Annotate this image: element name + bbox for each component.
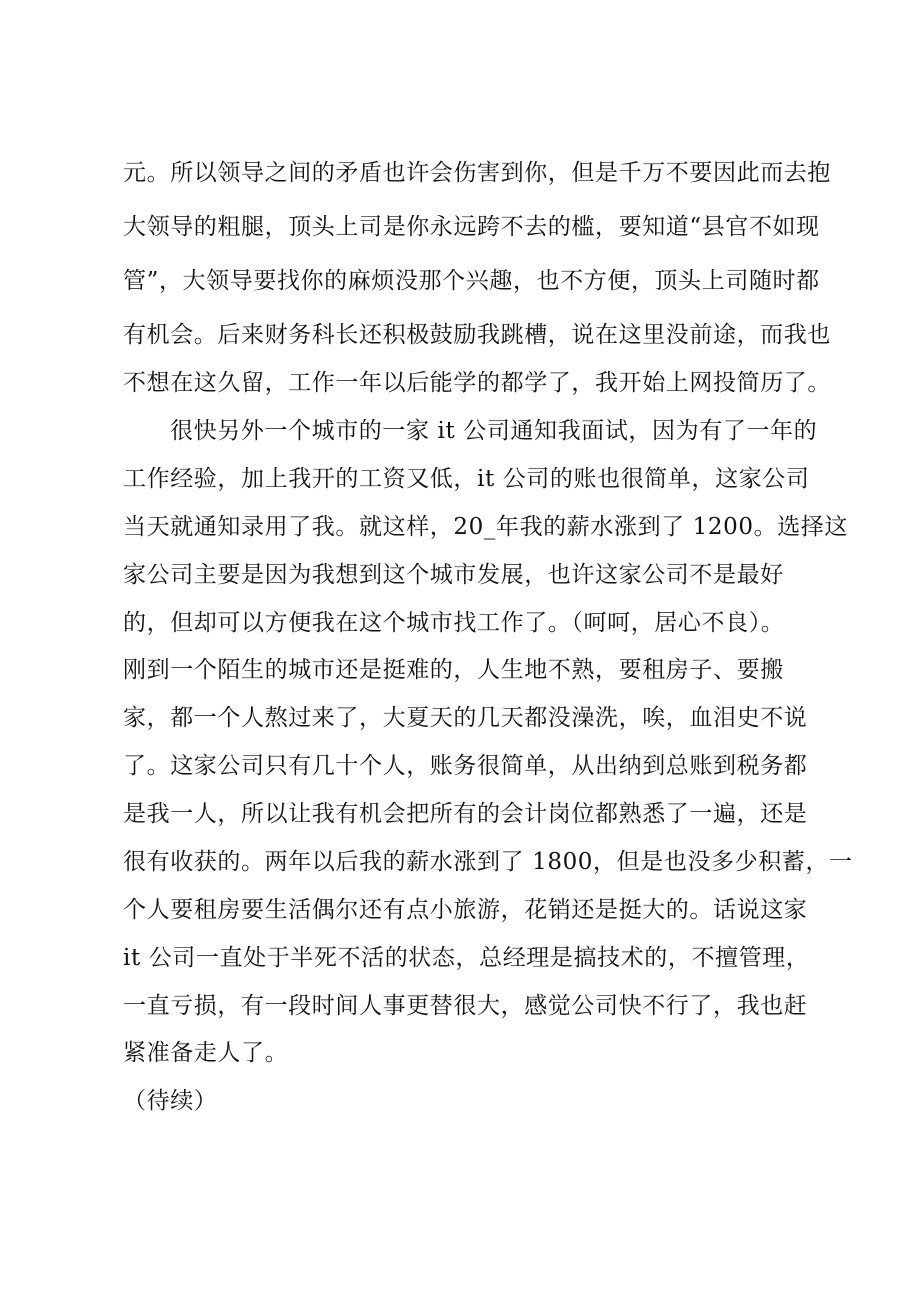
text-line: 的，但却可以方便我在这个城市找工作了。（呵呵，居心不良）。	[123, 610, 785, 636]
text-line: it 公司一直处于半死不活的状态，总经理是搞技术的，不擅管理，	[123, 945, 810, 971]
text-line: 当天就通知录用了我。就这样，20_年我的薪水涨到了 1200。选择这	[123, 514, 849, 540]
text-line: 很快另外一个城市的一家 it 公司通知我面试，因为有了一年的	[170, 418, 818, 444]
text-line: 刚到一个陌生的城市还是挺难的，人生地不熟，要租房子、要搬	[123, 657, 784, 683]
text-line: 有机会。后来财务科长还积极鼓励我跳槽，说在这里没前途，而我也	[123, 322, 831, 348]
text-line: 一直亏损，有一段时间人事更替很大，感觉公司快不行了，我也赶	[123, 993, 808, 1019]
text-line: 大领导的粗腿，顶头上司是你永远跨不去的槛，要知道“县官不如现	[123, 214, 820, 240]
text-line: 紧准备走人了。	[123, 1040, 289, 1066]
text-line: 家公司主要是因为我想到这个城市发展，也许这家公司不是最好	[123, 562, 784, 588]
text-line: 管”，大领导要找你的麻烦没那个兴趣，也不方便，顶头上司随时都	[123, 268, 820, 294]
text-line: 是我一人，所以让我有机会把所有的会计岗位都熟悉了一遍，还是	[123, 801, 808, 827]
text-line: 了。这家公司只有几十个人，账务很简单，从出纳到总账到税务都	[123, 753, 808, 779]
text-line: 很有收获的。两年以后我的薪水涨到了 1800，但是也没多少积蓄，一	[123, 849, 853, 875]
to-be-continued: （待续）	[123, 1088, 218, 1114]
text-line: 个人要租房要生活偶尔还有点小旅游，花销还是挺大的。话说这家	[123, 897, 808, 923]
text-line: 家，都一个人熬过来了，大夏天的几天都没澡洗，唉，血泪史不说	[123, 705, 808, 731]
text-line: 元。所以领导之间的矛盾也许会伤害到你，但是千万不要因此而去抱	[123, 160, 831, 186]
text-line: 不想在这久留，工作一年以后能学的都学了，我开始上网投简历了。	[123, 370, 831, 396]
text-line: 工作经验，加上我开的工资又低，it 公司的账也很简单，这家公司	[123, 466, 810, 492]
